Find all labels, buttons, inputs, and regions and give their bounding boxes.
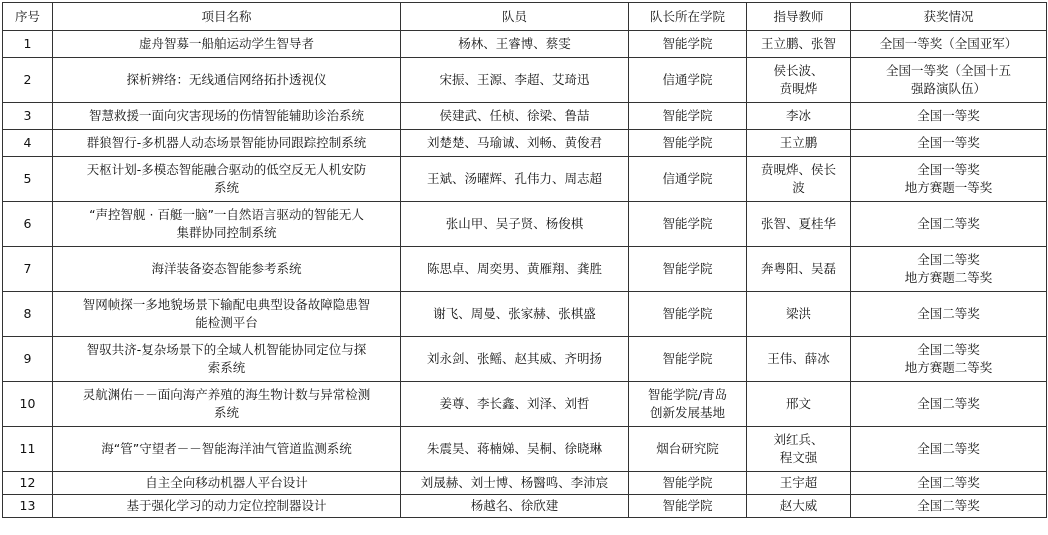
row-project: 天枢计划-多模态智能融合驱动的低空反无人机安防 系统 <box>53 157 401 202</box>
row-advisor: 梁洪 <box>747 292 851 337</box>
row-members: 杨林、王睿博、蔡雯 <box>401 31 629 58</box>
row-project: 海洋装备姿态智能参考系统 <box>53 247 401 292</box>
row-no: 3 <box>3 103 53 130</box>
row-members: 谢飞、周曼、张家赫、张棋盛 <box>401 292 629 337</box>
row-project: 探析辨络：无线通信网络拓扑透视仪 <box>53 58 401 103</box>
row-award: 全国二等奖 <box>851 382 1047 427</box>
row-college: 智能学院 <box>629 202 747 247</box>
table-row <box>3 202 1047 247</box>
row-no: 6 <box>3 202 53 247</box>
header-no: 序号 <box>3 3 53 31</box>
row-award: 全国二等奖 <box>851 495 1047 518</box>
row-advisor: 贲晛烨、侯长 波 <box>747 157 851 202</box>
row-advisor: 李冰 <box>747 103 851 130</box>
table-row <box>3 103 1047 130</box>
row-no: 10 <box>3 382 53 427</box>
row-members: 姜尊、李长鑫、刘泽、刘哲 <box>401 382 629 427</box>
row-project: “声控智舰 · 百艇一脑”一自然语言驱动的智能无人 集群协同控制系统 <box>53 202 401 247</box>
row-no: 5 <box>3 157 53 202</box>
header-advisor: 指导教师 <box>747 3 851 31</box>
table-row <box>3 427 1047 472</box>
header-members: 队员 <box>401 3 629 31</box>
header-row <box>3 3 1047 31</box>
row-advisor: 赵大威 <box>747 495 851 518</box>
row-award: 全国二等奖 <box>851 472 1047 495</box>
table-row <box>3 247 1047 292</box>
row-project: 智慧救援一面向灾害现场的伤情智能辅助诊治系统 <box>53 103 401 130</box>
row-members: 宋振、王源、李超、艾琦迅 <box>401 58 629 103</box>
row-project: 智驭共济-复杂场景下的全域人机智能协同定位与探 索系统 <box>53 337 401 382</box>
row-project: 基于强化学习的动力定位控制器设计 <box>53 495 401 518</box>
row-college: 智能学院 <box>629 31 747 58</box>
row-advisor: 王立鹏 <box>747 130 851 157</box>
row-award: 全国二等奖 <box>851 427 1047 472</box>
row-no: 1 <box>3 31 53 58</box>
row-advisor: 王立鹏、张智 <box>747 31 851 58</box>
row-award: 全国一等奖（全国亚军） <box>851 31 1047 58</box>
row-members: 张山甲、吴子贤、杨俊棋 <box>401 202 629 247</box>
table-row <box>3 472 1047 495</box>
row-members: 王斌、汤曜辉、孔伟力、周志超 <box>401 157 629 202</box>
row-award: 全国一等奖 <box>851 130 1047 157</box>
table-row <box>3 157 1047 202</box>
row-college: 智能学院/青岛 创新发展基地 <box>629 382 747 427</box>
row-award: 全国一等奖 地方赛题一等奖 <box>851 157 1047 202</box>
row-college: 智能学院 <box>629 292 747 337</box>
table-row <box>3 31 1047 58</box>
row-award: 全国一等奖（全国十五 强路演队伍） <box>851 58 1047 103</box>
header-award: 获奖情况 <box>851 3 1047 31</box>
row-college: 智能学院 <box>629 130 747 157</box>
table-row <box>3 337 1047 382</box>
row-members: 刘楚楚、马瑜诚、刘畅、黄俊君 <box>401 130 629 157</box>
row-college: 智能学院 <box>629 495 747 518</box>
row-project: 自主全向移动机器人平台设计 <box>53 472 401 495</box>
row-advisor: 张智、夏桂华 <box>747 202 851 247</box>
row-no: 12 <box>3 472 53 495</box>
row-advisor: 刘红兵、 程文强 <box>747 427 851 472</box>
row-college: 烟台研究院 <box>629 427 747 472</box>
awards-table <box>2 2 1047 518</box>
row-advisor: 邢文 <box>747 382 851 427</box>
row-no: 11 <box>3 427 53 472</box>
table-row <box>3 58 1047 103</box>
row-college: 智能学院 <box>629 337 747 382</box>
row-members: 朱震昊、蒋楠娣、吴桐、徐晓琳 <box>401 427 629 472</box>
table-row <box>3 495 1047 518</box>
row-college: 智能学院 <box>629 247 747 292</box>
row-project: 海“管”守望者－－智能海洋油气管道监测系统 <box>53 427 401 472</box>
row-members: 刘晟赫、刘士博、杨醫鸣、李沛宸 <box>401 472 629 495</box>
row-advisor: 王伟、薛冰 <box>747 337 851 382</box>
table-row <box>3 130 1047 157</box>
row-award: 全国二等奖 地方赛题二等奖 <box>851 337 1047 382</box>
row-award: 全国二等奖 地方赛题二等奖 <box>851 247 1047 292</box>
row-award: 全国二等奖 <box>851 292 1047 337</box>
row-members: 杨越名、徐欣建 <box>401 495 629 518</box>
row-members: 陈思卓、周奕男、黄雁翔、龚胜 <box>401 247 629 292</box>
row-college: 信通学院 <box>629 58 747 103</box>
row-advisor: 王宇超 <box>747 472 851 495</box>
table-row <box>3 292 1047 337</box>
row-project: 智网帧探一多地貌场景下输配电典型设备故障隐患智 能检测平台 <box>53 292 401 337</box>
row-no: 2 <box>3 58 53 103</box>
row-no: 13 <box>3 495 53 518</box>
row-project: 灵航渊佑－－面向海产养殖的海生物计数与异常检测 系统 <box>53 382 401 427</box>
row-project: 虚舟智募一船舶运动学生智导者 <box>53 31 401 58</box>
row-no: 8 <box>3 292 53 337</box>
row-college: 智能学院 <box>629 472 747 495</box>
table-row <box>3 382 1047 427</box>
row-project: 群狼智行-多机器人动态场景智能协同跟踪控制系统 <box>53 130 401 157</box>
row-advisor: 侯长波、 贲晛烨 <box>747 58 851 103</box>
header-project: 项目名称 <box>53 3 401 31</box>
row-award: 全国二等奖 <box>851 202 1047 247</box>
row-no: 4 <box>3 130 53 157</box>
row-advisor: 奔粤阳、吴磊 <box>747 247 851 292</box>
row-members: 侯建武、任桢、徐梁、鲁喆 <box>401 103 629 130</box>
row-college: 信通学院 <box>629 157 747 202</box>
row-college: 智能学院 <box>629 103 747 130</box>
row-members: 刘永剑、张鳐、赵其威、齐明扬 <box>401 337 629 382</box>
header-college: 队长所在学院 <box>629 3 747 31</box>
row-no: 9 <box>3 337 53 382</box>
row-no: 7 <box>3 247 53 292</box>
row-award: 全国一等奖 <box>851 103 1047 130</box>
